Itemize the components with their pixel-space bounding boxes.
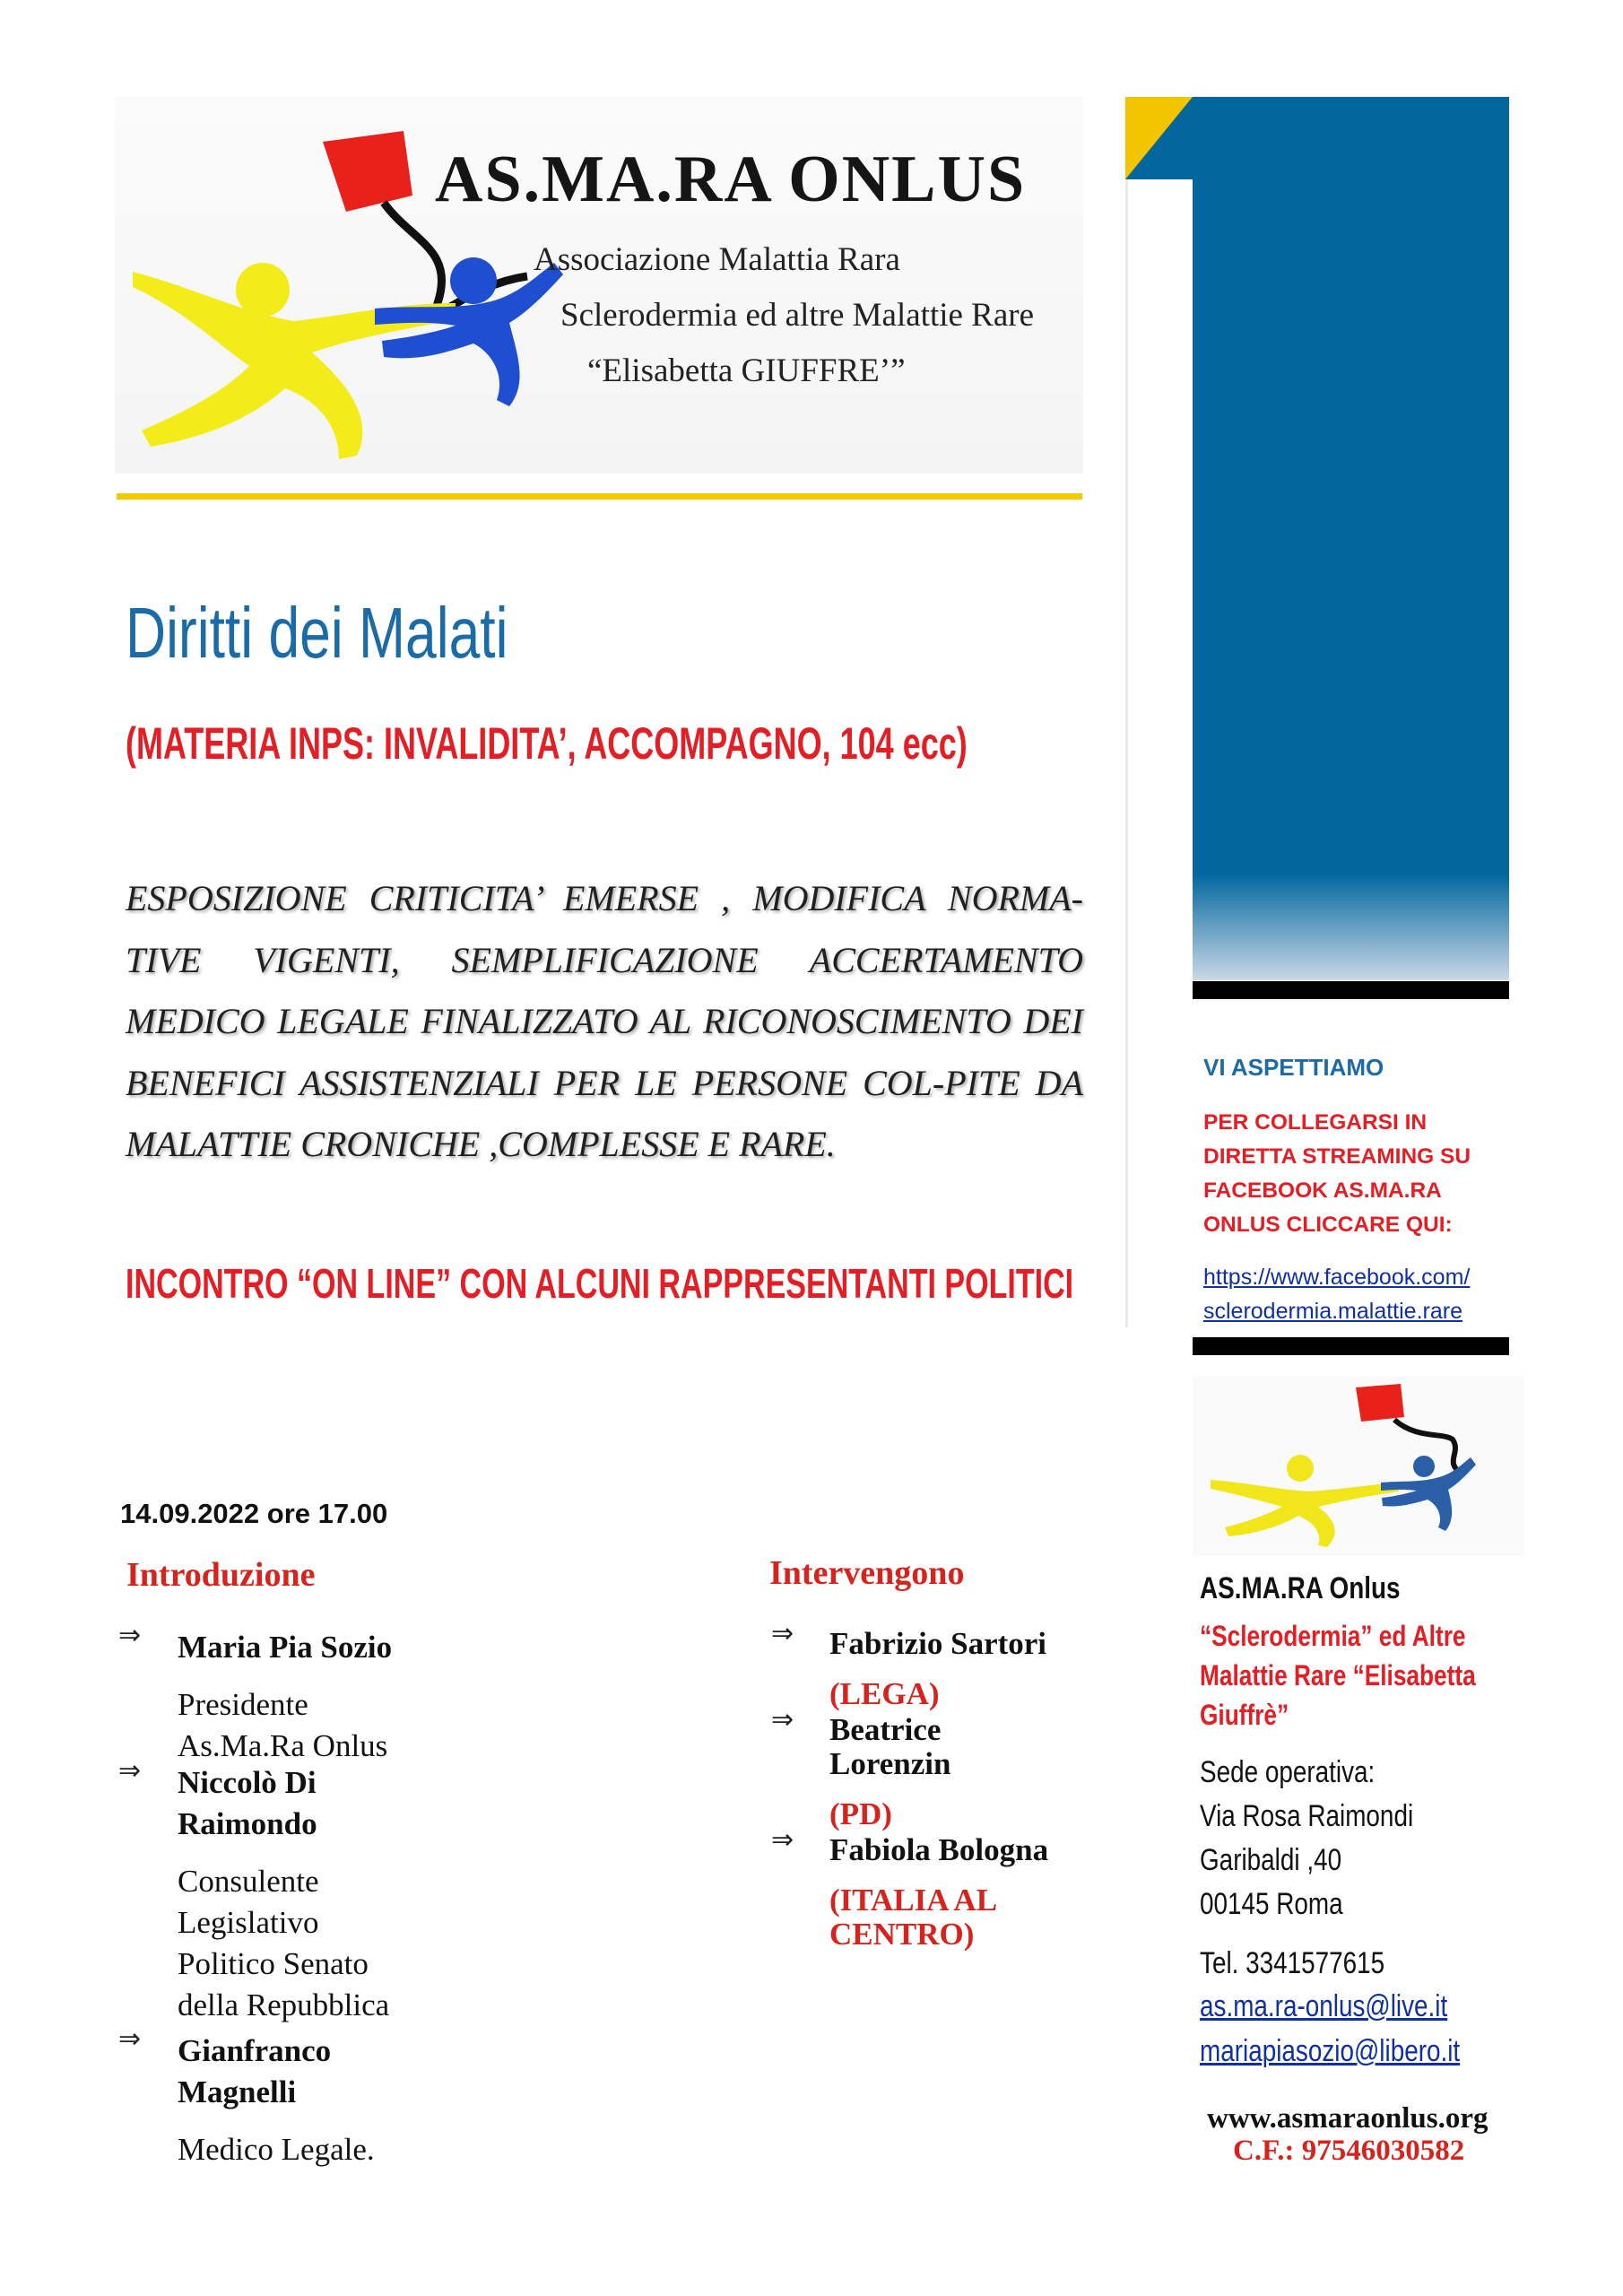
introduction-heading: Introduzione (126, 1556, 316, 1594)
org-subtitle: “Sclerodermia” ed Altre Malattie Rare “Elisabetta Giuffrè” (1200, 1620, 1476, 1731)
blue-person-icon (375, 257, 563, 406)
sidebar-blue-panel (1193, 97, 1509, 980)
speaker-item (829, 1817, 1048, 1968)
tax-code: C.F.: 97546030582 (1233, 2135, 1465, 2167)
arrow-icon: ⇒ (771, 1618, 794, 1649)
arrow-icon: ⇒ (771, 1704, 794, 1735)
sidebar-black-bar-top (1193, 981, 1509, 999)
speakers-heading: Intervengono (769, 1554, 965, 1592)
speaker-party: (LEGA) (829, 1676, 940, 1711)
speaker-name: Beatrice Lorenzin (829, 1712, 951, 1781)
person-role: Presidente As.Ma.Ra Onlus (178, 1687, 388, 1763)
arrow-icon: ⇒ (771, 1824, 794, 1856)
person-name: Gianfranco Magnelli (178, 2033, 332, 2109)
page-subtitle: (MATERIA INPS: INVALIDITA’, ACCOMPAGNO, 104 ecc) (126, 718, 968, 769)
org-phone: Tel. 3341577615 (1200, 1946, 1385, 1980)
kite-icon (1356, 1384, 1404, 1422)
kite-string-icon (384, 203, 527, 312)
header-divider (117, 493, 1082, 500)
speaker-party: (PD) (829, 1796, 892, 1831)
sidebar-kite-logo (1193, 1377, 1524, 1556)
email-link-1[interactable]: as.ma.ra-onlus@live.it (1200, 1989, 1448, 2023)
intro-item (178, 1746, 389, 2042)
org-name: AS.MA.RA Onlus (1200, 1571, 1401, 1605)
sidebar-streaming-text: PER COLLEGARSI IN DIRETTA STREAMING SU FACEBOOK AS.MA.RA ONLUS CLICCARE QUI: (1203, 1110, 1471, 1237)
facebook-link[interactable]: https://www.facebook.com/ sclerodermia.malattie.rare (1203, 1265, 1471, 1324)
speaker-party: (ITALIA AL CENTRO) (829, 1883, 998, 1952)
org-logo-name: AS.MA.RA ONLUS (435, 143, 1027, 216)
website-link[interactable]: www.asmaraonlus.org (1207, 2102, 1488, 2135)
person-role: Medico Legale. (178, 2132, 375, 2167)
yellow-corner-accent (1125, 97, 1193, 179)
sidebar-divider (1125, 179, 1128, 1327)
person-name: Niccolò Di Raimondo (178, 1765, 317, 1841)
blue-person-icon (1381, 1456, 1476, 1531)
yellow-person-icon (1211, 1455, 1399, 1547)
org-logo-line-2: Sclerodermia ed altre Malattie Rare (560, 297, 1035, 334)
sidebar-invite: VI ASPETTIAMO (1203, 1054, 1384, 1081)
org-logo-line-1: Associazione Malattia Rara (534, 241, 900, 278)
event-description: ESPOSIZIONE CRITICITA’ EMERSE , MODIFICA NORMA-TIVE VIGENTI, SEMPLIFICAZIONE ACCERTAMENTO MEDICO LEGALE FINALIZZATO AL RICONOSCIMENTO DEI BENEFICI ASSISTENZIALI PER LE PERSONE COL-PITE DA MALATTIE CRONICHE ,COMPLESSE E RARE. (126, 878, 1083, 1165)
org-address: Sede operativa: Via Rosa Raimondi Garibaldi ,40 00145 Roma (1200, 1755, 1414, 1921)
page-title: Diritti dei Malati (126, 593, 508, 673)
yellow-person-icon (133, 263, 456, 459)
intro-item (178, 2014, 375, 2187)
arrow-icon: ⇒ (118, 1620, 142, 1651)
meeting-banner: INCONTRO “ON LINE” CON ALCUNI RAPPRESENTANTI POLITICI (126, 1260, 1074, 1307)
speaker-name: Fabiola Bologna (829, 1832, 1049, 1867)
kite-icon (323, 131, 412, 212)
event-date: 14.09.2022 ore 17.00 (120, 1498, 388, 1529)
org-logo-line-3: “Elisabetta GIUFFRE’” (587, 352, 906, 389)
email-link-2[interactable]: mariapiasozio@libero.it (1200, 2034, 1461, 2068)
sidebar-black-bar-bottom (1193, 1337, 1509, 1355)
arrow-icon: ⇒ (118, 1755, 142, 1787)
arrow-icon: ⇒ (118, 2023, 142, 2055)
speaker-name: Fabrizio Sartori (829, 1626, 1047, 1661)
person-role: Consulente Legislativo Politico Senato della Repubblica (178, 1864, 390, 2022)
person-name: Maria Pia Sozio (178, 1630, 393, 1665)
